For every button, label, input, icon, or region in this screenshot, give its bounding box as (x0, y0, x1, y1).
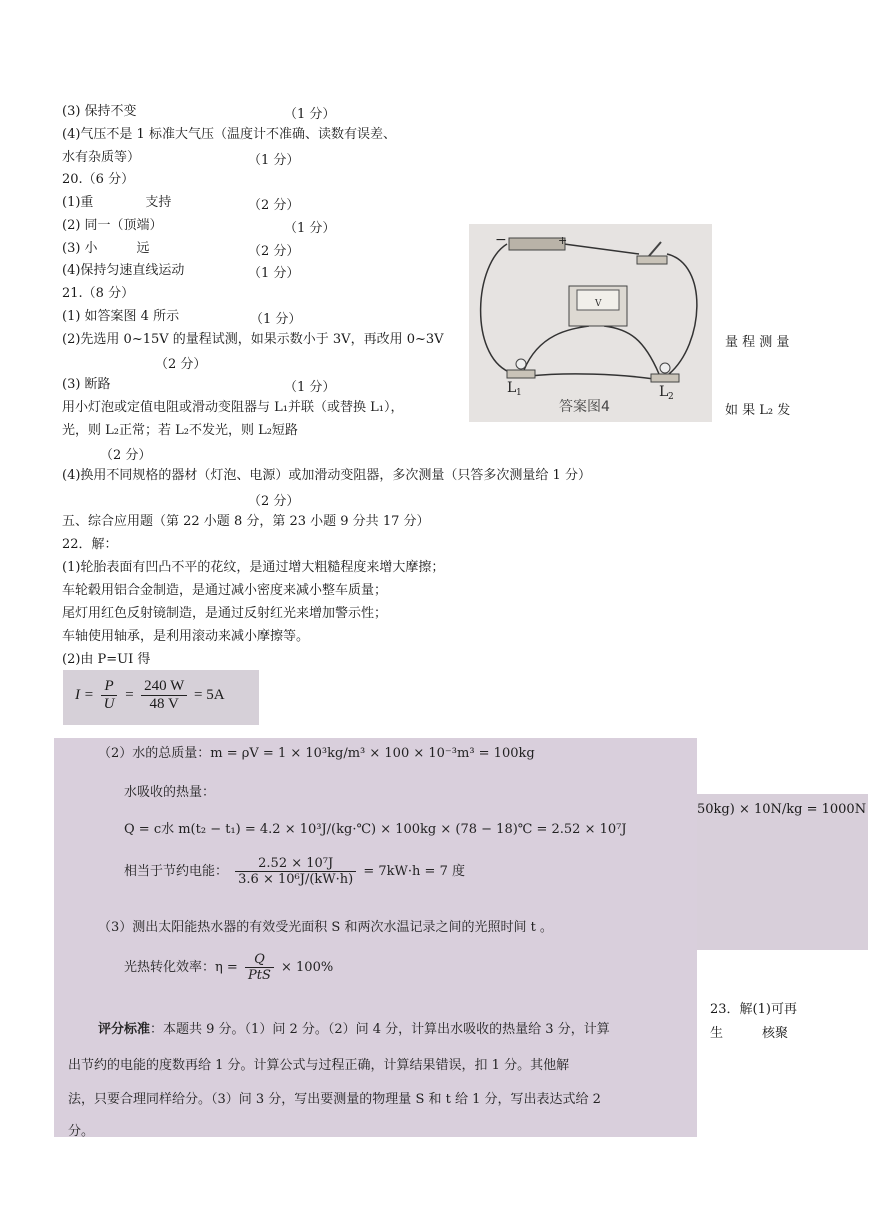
q21-4: (4)换用不同规格的器材（灯泡、电源）或加滑动变阻器，多次测量（只答多次测量给 1 分） (62, 468, 591, 483)
score: （1 分） (284, 107, 336, 122)
q20-2: (2) 同一（顶端） (62, 218, 163, 233)
scanned-fragment (697, 794, 868, 950)
svg-text:V: V (595, 299, 602, 309)
bulb-l1-icon (507, 370, 535, 378)
score: （1 分） (284, 380, 336, 395)
q22-1d: 车轴使用轴承，是利用滚动来减小摩擦等。 (62, 629, 310, 644)
score: （1 分） (250, 312, 302, 327)
svg-text:+: + (558, 234, 568, 247)
q21-3-right: 如 果 L₂ 发 (725, 403, 791, 418)
score: （2 分） (100, 448, 152, 463)
figure-caption: 答案图4 (559, 399, 610, 415)
line-4-cont: 水有杂质等） (62, 150, 141, 165)
fragment-text: 50kg) × 10N/kg = 1000N (697, 802, 867, 817)
q21-3: (3) 断路 (62, 377, 111, 392)
scan-line: 光热转化效率：η = $\frac{Q}{\text{PtS}}$ × 100% (124, 952, 334, 983)
scan-line: （2）水的总质量：m = ρV = 1 × 10³kg/m³ × 100 × 10⁻³m³ = 100kg (98, 746, 535, 761)
score: （1 分） (248, 266, 300, 281)
q21-1: (1) 如答案图 4 所示 (62, 309, 180, 324)
circuit-figure (469, 224, 712, 422)
score: （2 分） (248, 494, 300, 509)
question-20-heading: 20.（6 分） (62, 172, 135, 187)
battery-icon (509, 238, 565, 250)
q23-line2: 生 核聚 (710, 1026, 789, 1041)
bulb-l2-icon (651, 374, 679, 382)
svg-text:L: L (507, 380, 517, 396)
scanned-answer (54, 738, 697, 1137)
line-3: (3) 保持不变 (62, 104, 137, 119)
q21-3-cont: 用小灯泡或定值电阻或滑动变阻器与 L₁并联（或替换 L₁）， (62, 400, 404, 415)
svg-text:2: 2 (668, 392, 674, 402)
svg-text:1: 1 (516, 388, 522, 398)
scan-line: 相当于节约电能： $\frac{\text{2.52 × 10⁷J}}{\text{3.6 × 10⁶J/(kW·h)}}$ = 7kW·h = 7 度 (124, 856, 465, 887)
scan-line: Q = c水 m(t₂ − t₁) = 4.2 × 10³J/(kg·℃) × 100kg × (78 − 18)℃ = 2.52 × 10⁷J (124, 822, 627, 837)
switch-icon (637, 256, 667, 264)
q22-2: (2)由 P=UI 得 (62, 652, 151, 667)
circuit-diagram (469, 224, 712, 422)
scan-line: 分。 (68, 1124, 95, 1139)
formula-lhs: I = (75, 686, 94, 703)
q21-2: (2)先选用 0~15V 的量程试测，如果示数小于 3V，再改用 0~3V (62, 332, 444, 347)
score: （2 分） (248, 198, 300, 213)
score: （1 分） (284, 221, 336, 236)
q22-1c: 尾灯用红色反射镜制造，是通过反射红光来增加警示性； (62, 606, 388, 621)
scan-line: 评分标准：本题共 9 分。（1）问 2 分。（2）问 4 分，计算出水吸收的热量给 3 分，计算 (98, 1022, 610, 1037)
scan-line: 出节约的电能的度数再给 1 分。计算公式与过程正确，计算结果错误，扣 1 分。其他解 (68, 1058, 570, 1073)
question-21-heading: 21.（8 分） (62, 286, 135, 301)
q23-line1: 23．解(1)可再 (710, 1002, 797, 1017)
score: （1 分） (248, 153, 300, 168)
score: （2 分） (155, 357, 207, 372)
q22-1b: 车轮毂用铝合金制造，是通过减小密度来减小整车质量； (62, 583, 388, 598)
q20-1: (1)重 支持 (62, 195, 172, 210)
score: （2 分） (248, 244, 300, 259)
q20-3: (3) 小 远 (62, 241, 150, 256)
svg-text:L: L (659, 384, 669, 400)
formula-current: I = $\frac{P}{U}$ = $\frac{240 W}{48 V}$ = 5A (63, 670, 259, 725)
q22-1: (1)轮胎表面有凹凸不平的花纹，是通过增大粗糙程度来增大摩擦； (62, 560, 445, 575)
q20-4: (4)保持匀速直线运动 (62, 263, 185, 278)
scan-line: 水吸收的热量： (124, 785, 216, 800)
svg-text:−: − (495, 232, 507, 248)
q21-3-cont2: 光，则 L₂正常；若 L₂不发光，则 L₂短路 (62, 423, 298, 438)
scan-line: （3）测出太阳能热水器的有效受光面积 S 和两次水温记录之间的光照时间 t 。 (98, 920, 553, 935)
scan-line: 法，只要合理同样给分。（3）问 3 分，写出要测量的物理量 S 和 t 给 1 分，写出表达式给 2 (68, 1092, 601, 1107)
section-heading: 五、综合应用题（第 22 小题 8 分，第 23 小题 9 分共 17 分） (62, 514, 430, 529)
question-22-heading: 22．解： (62, 537, 118, 552)
line-4: (4)气压不是 1 标准大气压（温度计不准确、读数有误差、 (62, 127, 396, 142)
q21-2-right: 量 程 测 量 (725, 335, 790, 350)
